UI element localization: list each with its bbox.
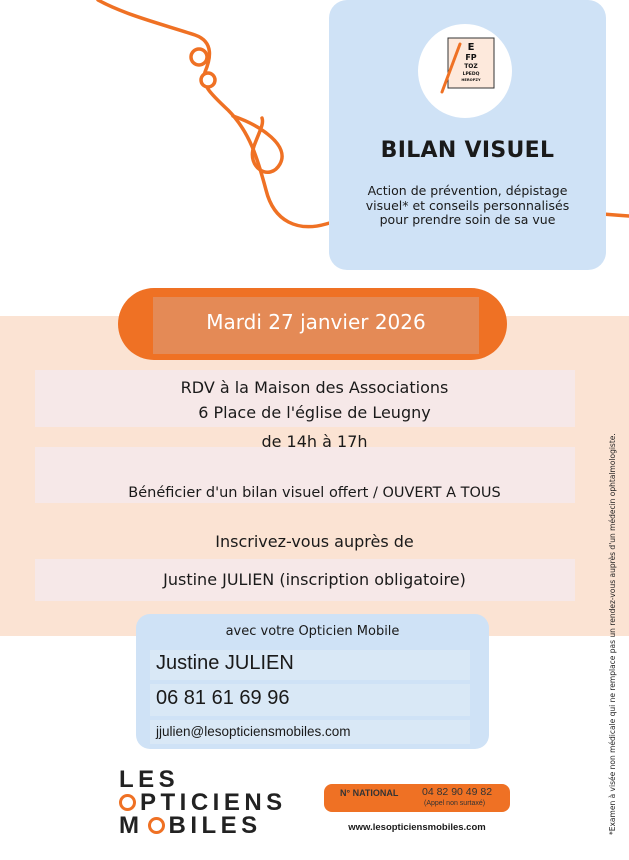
logo-line-1: LES bbox=[119, 766, 180, 793]
logo-line-2-text: PTICIENS bbox=[140, 789, 287, 816]
contact-phone[interactable]: 06 81 61 69 96 bbox=[156, 687, 290, 709]
logo-line-3-start: M bbox=[119, 812, 144, 839]
eye-chart-row-2: FP bbox=[465, 53, 477, 62]
register-prompt: Inscrivez-vous auprès de bbox=[215, 532, 414, 551]
event-address: 6 Place de l'église de Leugny bbox=[198, 403, 431, 422]
contact-name: Justine JULIEN bbox=[156, 652, 294, 674]
national-note: (Appel non surtaxé) bbox=[424, 800, 486, 807]
website-link[interactable]: www.lesopticiensmobiles.com bbox=[348, 822, 486, 833]
logo-o-ring-icon bbox=[148, 817, 165, 834]
eye-chart-row-1: E bbox=[467, 42, 475, 53]
contact-intro: avec votre Opticien Mobile bbox=[225, 624, 400, 639]
description-line-2: visuel* et conseils personnalisés bbox=[365, 197, 570, 213]
eye-chart-icon bbox=[438, 36, 498, 94]
eye-chart-row-5: HEROPZY bbox=[461, 78, 481, 82]
register-contact: Justine JULIEN (inscription obligatoire) bbox=[163, 570, 466, 589]
event-venue: RDV à la Maison des Associations bbox=[180, 378, 449, 397]
event-offer: Bénéficier d'un bilan visuel offert / OUVERT A TOUS bbox=[128, 485, 501, 501]
national-number[interactable]: 04 82 90 49 82 bbox=[422, 786, 493, 798]
event-hours: de 14h à 17h bbox=[261, 432, 368, 451]
logo-o-ring-icon bbox=[119, 794, 136, 811]
header-description bbox=[344, 184, 591, 228]
description-line-3: pour prendre soin de sa vue bbox=[379, 212, 556, 227]
description-line-1: Action de prévention, dépistage bbox=[367, 183, 568, 198]
contact-email[interactable]: jjulien@lesopticiensmobiles.com bbox=[156, 724, 351, 739]
logo-line-3-end: BILES bbox=[168, 812, 262, 839]
event-date: Mardi 27 janvier 2026 bbox=[206, 310, 426, 334]
side-note bbox=[594, 395, 617, 835]
page-title: BILAN VISUEL bbox=[380, 138, 555, 163]
logo-line-3 bbox=[119, 814, 262, 838]
eye-chart-row-4: LPEDQ bbox=[462, 72, 480, 77]
national-label: N° NATIONAL bbox=[340, 788, 399, 798]
side-note-text: *Examen à visée non médicale qui ne remplace pas un rendez-vous auprès d'un médecin ophtalmologiste. bbox=[608, 433, 617, 835]
eye-chart-row-3: TOZ bbox=[464, 63, 478, 70]
